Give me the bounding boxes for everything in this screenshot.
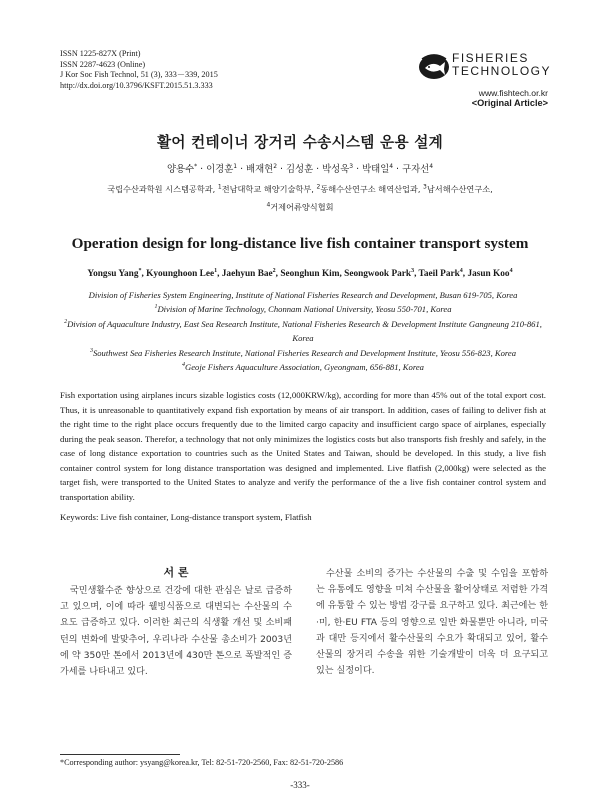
affiliation-0: Division of Fisheries System Engineering, Institute of National Fisheries Research and Development, Busan 619-705, Korea (88, 290, 518, 300)
logo-line1: FISHERIES (452, 51, 529, 65)
affiliation-1: $^1$Division of Marine Technology, Chonnam National University, Yeosu 550-701, Korea (154, 304, 452, 315)
korean-authors: 양용수* · 이경훈$^1$ · 배재현$^2$ · 김성훈 · 박성욱$^3$ · 박태일$^4$ · 구자선$^4$ (166, 162, 434, 175)
en-author: Seonghun Kim (280, 269, 340, 279)
en-author: Jaehyun Bae$^2$ (221, 267, 276, 279)
journal-metadata (60, 49, 218, 91)
ko-author: 박성욱$^3$ (322, 162, 354, 175)
en-author: Kyounghoon Lee$^1$ (146, 267, 218, 279)
section-heading: 서 론 (163, 566, 189, 579)
abstract: Fish exportation using airplanes incurs sizable logistics costs (12,000KRW/kg), according for more than 45% out of the total export cost. Thus, it is unreasonable to quantitatively expand fish exportation by means of air transport. In addition, cases of failing to deliver fish at the right time to the right place occurs frequently due to the limited cargo capacity and insufficient cargo space of airplanes, especially during the peak season. Therefor, a technology that not only minimizes the logistics costs but also transports fish freshly and safely, in the case of long distance exportation to countries such as the United States and Taiwan, should be developed. In this study, a live fish container control system for long distance transportation was designed and implemented. Live flatfish (2,000kg) were selected as the target fish, were transported to the United States to analyze and verify the performance of the a live fish container control system and transportation ability. (60, 390, 546, 502)
korean-affiliations-line1: 국립수산과학원 시스템공학과, $^1$전남대학교 해양기술학부, $^2$동해수산연구소 해역산업과, $^3$남서해수산연구소, (107, 183, 493, 194)
affiliation-3: $^3$Southwest Sea Fisheries Research Institute, National Fisheries Research and Development Institute, Yeosu 556-823, Korea (89, 347, 517, 358)
ko-author: 양용수* (166, 162, 198, 175)
english-title: Operation design for long-distance live fish container transport system (71, 235, 529, 252)
issn-online: ISSN 2287-4623 (Online) (60, 59, 146, 69)
ko-author: 배재현$^2$ (246, 162, 278, 175)
ko-author: 이경훈$^1$ (206, 162, 238, 175)
keywords: Keywords: Live fish container, Long-distance transport system, Flatfish (60, 512, 312, 522)
ko-author: 박태일$^4$ (362, 162, 394, 175)
en-author: Taeil Park$^4$ (418, 267, 463, 279)
journal-url[interactable]: www.fishtech.or.kr (478, 88, 548, 98)
citation: J Kor Soc Fish Technol, 51 (3), 333－339, 2015 (60, 70, 218, 79)
korean-affiliations-line2: $^4$거제어류양식협회 (266, 201, 334, 212)
issn-print: ISSN 1225-827X (Print) (60, 49, 141, 58)
korean-title: 활어 컨테이너 장거리 수송시스템 운용 설계 (156, 134, 444, 151)
affiliation-4: $^4$Geoje Fishers Aquaculture Association, Gyeongnam, 656-881, Korea (182, 362, 424, 373)
english-affiliations (60, 288, 546, 374)
intro-left-column (60, 566, 292, 680)
english-authors: Yongsu Yang*, Kyounghoon Lee$^1$, Jaehyun Bae$^2$, Seonghun Kim, Seongwook Park$^3$, Taeil Park$^4$, Jasun Koo$^4$ (87, 267, 513, 279)
ko-author: 구자선$^4$ (402, 162, 434, 175)
en-author: Seongwook Park$^3$ (344, 267, 415, 279)
corresponding-author-footnote: *Corresponding author: ysyang@korea.kr, Tel: 82-51-720-2560, Fax: 82-51-720-2586 (60, 758, 344, 767)
ko-author: 김성훈 (286, 164, 314, 175)
en-author: Yongsu Yang* (87, 267, 142, 279)
article-type: <Original Article> (471, 98, 548, 108)
footnote-divider (60, 754, 180, 755)
fish-logo-icon (418, 50, 450, 82)
doi-link[interactable]: http://dx.doi.org/10.3796/KSFT.2015.51.3.333 (60, 80, 213, 90)
intro-right-column (316, 566, 548, 679)
intro-paragraph-right: 수산물 소비의 증가는 수산물의 수출 및 수입을 포함하는 유통에도 영향을 미쳐 수산물을 활어상태로 저렴한 가격에 유통할 수 있는 방법 강구를 요구하고 있다. 최근에는 한·미, 한·EU FTA 등의 영향으로 일반 화물뿐만 아니라, 미국과 대만 등지에서 활수산물의 수요가 확대되고 있어, 활수산물의 장거리 수송을 위한 기술개발이 더욱 더 요구되고 있는 실정이다. (316, 569, 548, 677)
logo-wordmark (452, 52, 551, 78)
en-author: Jasun Koo$^4$ (467, 267, 513, 279)
intro-paragraph-left: 국민생활수준 향상으로 건강에 대한 관심은 날로 급증하고 있으며, 이에 따라 웰빙식품으로 대변되는 수산물의 수요도 급증하고 있다. 이러한 최근의 식생활 개선 및 소비패턴의 변화에 발맞추어, 우리나라 수산물 총소비가 2003년에 약 350만 톤에서 2013년에 430만 톤으로 폭발적인 증가세를 나타내고 있다. (60, 586, 292, 678)
affiliation-2: $^2$Division of Aquaculture Industry, East Sea Research Institute, National Fisheries Research & Development Institute Gangneung 210-861, Korea (64, 318, 542, 344)
logo-line2: TECHNOLOGY (452, 64, 552, 78)
journal-logo (418, 50, 552, 86)
page-number: -333- (290, 780, 310, 790)
